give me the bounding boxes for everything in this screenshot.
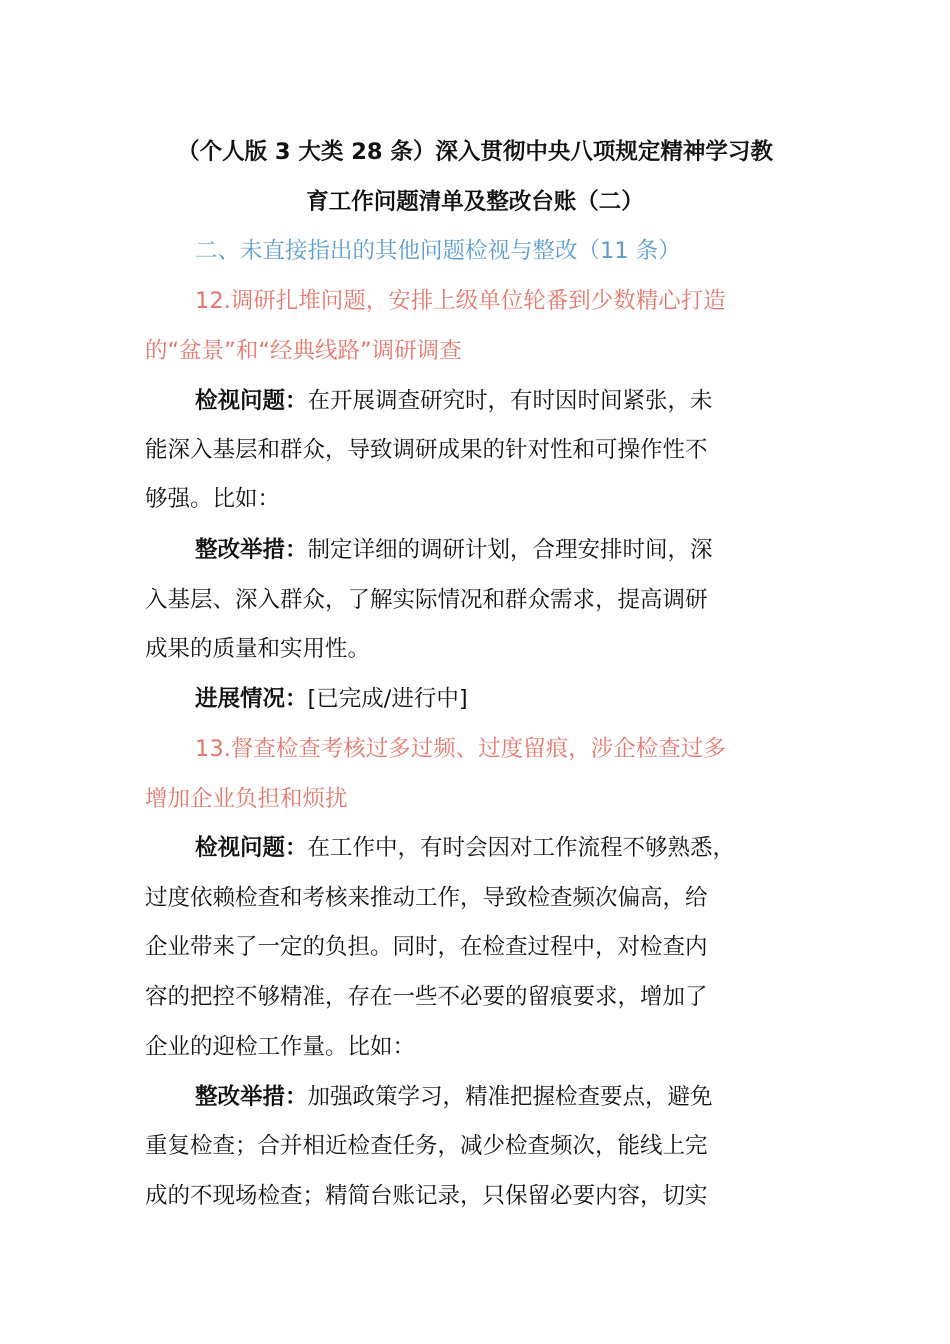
item-13-heading-line-1: 13.督查检查考核过多过频、过度留痕，涉企检查过多 bbox=[195, 736, 726, 762]
progress-label: 进展情况： bbox=[195, 686, 308, 712]
item-13-measure-line-3: 成的不现场检查；精简台账记录，只保留必要内容，切实 bbox=[145, 1183, 708, 1209]
item-13-review-line-5: 企业的迎检工作量。比如： bbox=[145, 1034, 416, 1060]
item-12-review-line-2: 能深入基层和群众，导致调研成果的针对性和可操作性不 bbox=[145, 437, 708, 463]
measure-label: 整改举措： bbox=[195, 537, 308, 563]
document-title-line-1: （个人版 3 大类 28 条）深入贯彻中央八项规定精神学习教 bbox=[177, 139, 773, 165]
progress-value: [已完成/进行中] bbox=[307, 686, 468, 712]
measure-label: 整改举措： bbox=[195, 1084, 308, 1110]
document-title-line-2: 育工作问题清单及整改台账（二） bbox=[306, 189, 644, 215]
item-13-measure-line-1 bbox=[195, 1072, 713, 1122]
item-12-review-line-1 bbox=[195, 376, 713, 426]
measure-text: 制定详细的调研计划，合理安排时间，深 bbox=[307, 537, 713, 563]
item-13-review-line-3: 企业带来了一定的负担。同时，在检查过程中，对检查内 bbox=[145, 934, 708, 960]
review-label: 检视问题： bbox=[195, 835, 308, 861]
item-12-measure-line-1 bbox=[195, 525, 713, 575]
item-13-measure-line-2: 重复检查；合并相近检查任务，减少检查频次，能线上完 bbox=[145, 1133, 708, 1159]
measure-text: 加强政策学习，精准把握检查要点，避免 bbox=[307, 1084, 713, 1110]
item-13-review-line-1 bbox=[195, 823, 735, 873]
review-text: 在工作中，有时会因对工作流程不够熟悉， bbox=[307, 835, 736, 861]
item-12-measure-line-3: 成果的质量和实用性。 bbox=[145, 636, 371, 662]
section-heading: 二、未直接指出的其他问题检视与整改（11 条） bbox=[195, 238, 681, 264]
item-13-review-line-4: 容的把控不够精准，存在一些不必要的留痕要求，增加了 bbox=[145, 984, 708, 1010]
item-13-review-line-2: 过度依赖检查和考核来推动工作，导致检查频次偏高，给 bbox=[145, 885, 708, 911]
item-12-progress-line bbox=[195, 674, 468, 724]
review-label: 检视问题： bbox=[195, 388, 308, 414]
item-12-heading-line-1: 12.调研扎堆问题，安排上级单位轮番到少数精心打造 bbox=[195, 288, 726, 314]
item-12-review-line-3: 够强。比如： bbox=[145, 486, 281, 512]
item-13-heading-line-2: 增加企业负担和烦扰 bbox=[145, 786, 348, 812]
review-text: 在开展调查研究时，有时因时间紧张，未 bbox=[307, 388, 713, 414]
item-12-measure-line-2: 入基层、深入群众，了解实际情况和群众需求，提高调研 bbox=[145, 587, 708, 613]
item-12-heading-line-2: 的“盆景”和“经典线路”调研调查 bbox=[145, 338, 462, 364]
